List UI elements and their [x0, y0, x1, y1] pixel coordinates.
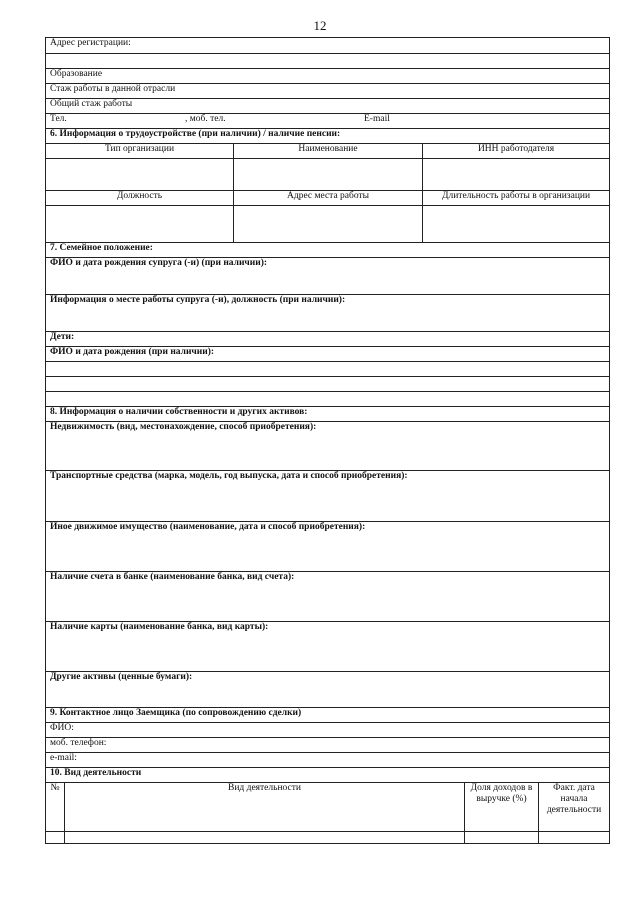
work-duration-cell[interactable]: [423, 206, 610, 243]
assets-section-title: 8. Информация о наличии собственности и других активов:: [46, 407, 610, 422]
work-address-header: Адрес места работы: [234, 191, 423, 206]
total-experience-field[interactable]: Общий стаж работы: [46, 99, 610, 114]
page-number: 12: [313, 18, 327, 33]
contact-section-title: 9. Контактное лицо Заемщика (по сопровождению сделки): [46, 708, 610, 723]
mobile-label: , моб. тел.: [185, 114, 226, 124]
activity-number-cell[interactable]: [46, 832, 65, 844]
org-name-cell[interactable]: [234, 159, 423, 191]
activity-number-header: №: [46, 783, 65, 832]
education-field[interactable]: Образование: [46, 69, 610, 84]
employment-section-title: 6. Информация о трудоустройстве (при наличии) / наличие пенсии:: [46, 129, 610, 144]
vehicles-field[interactable]: Транспортные средства (марка, модель, год выпуска, дата и способ приобретения):: [46, 471, 610, 522]
tel-label: Тел.: [50, 114, 67, 124]
position-cell[interactable]: [46, 206, 234, 243]
org-name-header: Наименование: [234, 144, 423, 159]
position-header: Должность: [46, 191, 234, 206]
employer-inn-cell[interactable]: [423, 159, 610, 191]
org-type-cell[interactable]: [46, 159, 234, 191]
contacts-row[interactable]: [46, 114, 610, 129]
contact-mobile-field[interactable]: моб. телефон:: [46, 738, 610, 753]
registration-address-field[interactable]: Адрес регистрации:: [46, 38, 610, 54]
org-type-header: Тип организации: [46, 144, 234, 159]
activity-type-cell[interactable]: [65, 832, 465, 844]
spouse-work-field[interactable]: Информация о месте работы супруга (-и), должность (при наличии):: [46, 295, 610, 332]
children-field[interactable]: Дети:: [46, 332, 610, 347]
other-assets-field[interactable]: Другие активы (ценные бумаги):: [46, 672, 610, 708]
children-line-3[interactable]: [46, 392, 610, 407]
income-share-header: Доля доходов в выручке (%): [465, 783, 539, 832]
email-label: E-mail: [364, 114, 390, 124]
activity-section-title: 10. Вид деятельности: [46, 768, 610, 783]
questionnaire-form: [45, 37, 610, 844]
employer-inn-header: ИНН работодателя: [423, 144, 610, 159]
children-names-field[interactable]: ФИО и дата рождения (при наличии):: [46, 347, 610, 362]
contact-email-field[interactable]: e-mail:: [46, 753, 610, 768]
contact-fio-field[interactable]: ФИО:: [46, 723, 610, 738]
card-field[interactable]: Наличие карты (наименование банка, вид карты):: [46, 622, 610, 672]
real-estate-field[interactable]: Недвижимость (вид, местонахождение, способ приобретения):: [46, 422, 610, 471]
activity-start-cell[interactable]: [539, 832, 610, 844]
work-address-cell[interactable]: [234, 206, 423, 243]
activity-type-header: Вид деятельности: [65, 783, 465, 832]
movables-field[interactable]: Иное движимое имущество (наименование, дата и способ приобретения):: [46, 522, 610, 572]
industry-experience-field[interactable]: Стаж работы в данной отрасли: [46, 84, 610, 99]
spouse-field[interactable]: ФИО и дата рождения супруга (-и) (при наличии):: [46, 258, 610, 295]
income-share-cell[interactable]: [465, 832, 539, 844]
bank-account-field[interactable]: Наличие счета в банке (наименование банка, вид счета):: [46, 572, 610, 622]
work-duration-header: Длительность работы в организации: [423, 191, 610, 206]
activity-start-header: Факт. дата начала деятельности: [539, 783, 610, 832]
registration-address-line-2[interactable]: [46, 54, 610, 69]
children-line-1[interactable]: [46, 362, 610, 377]
family-section-title: 7. Семейное положение:: [46, 243, 610, 258]
children-line-2[interactable]: [46, 377, 610, 392]
